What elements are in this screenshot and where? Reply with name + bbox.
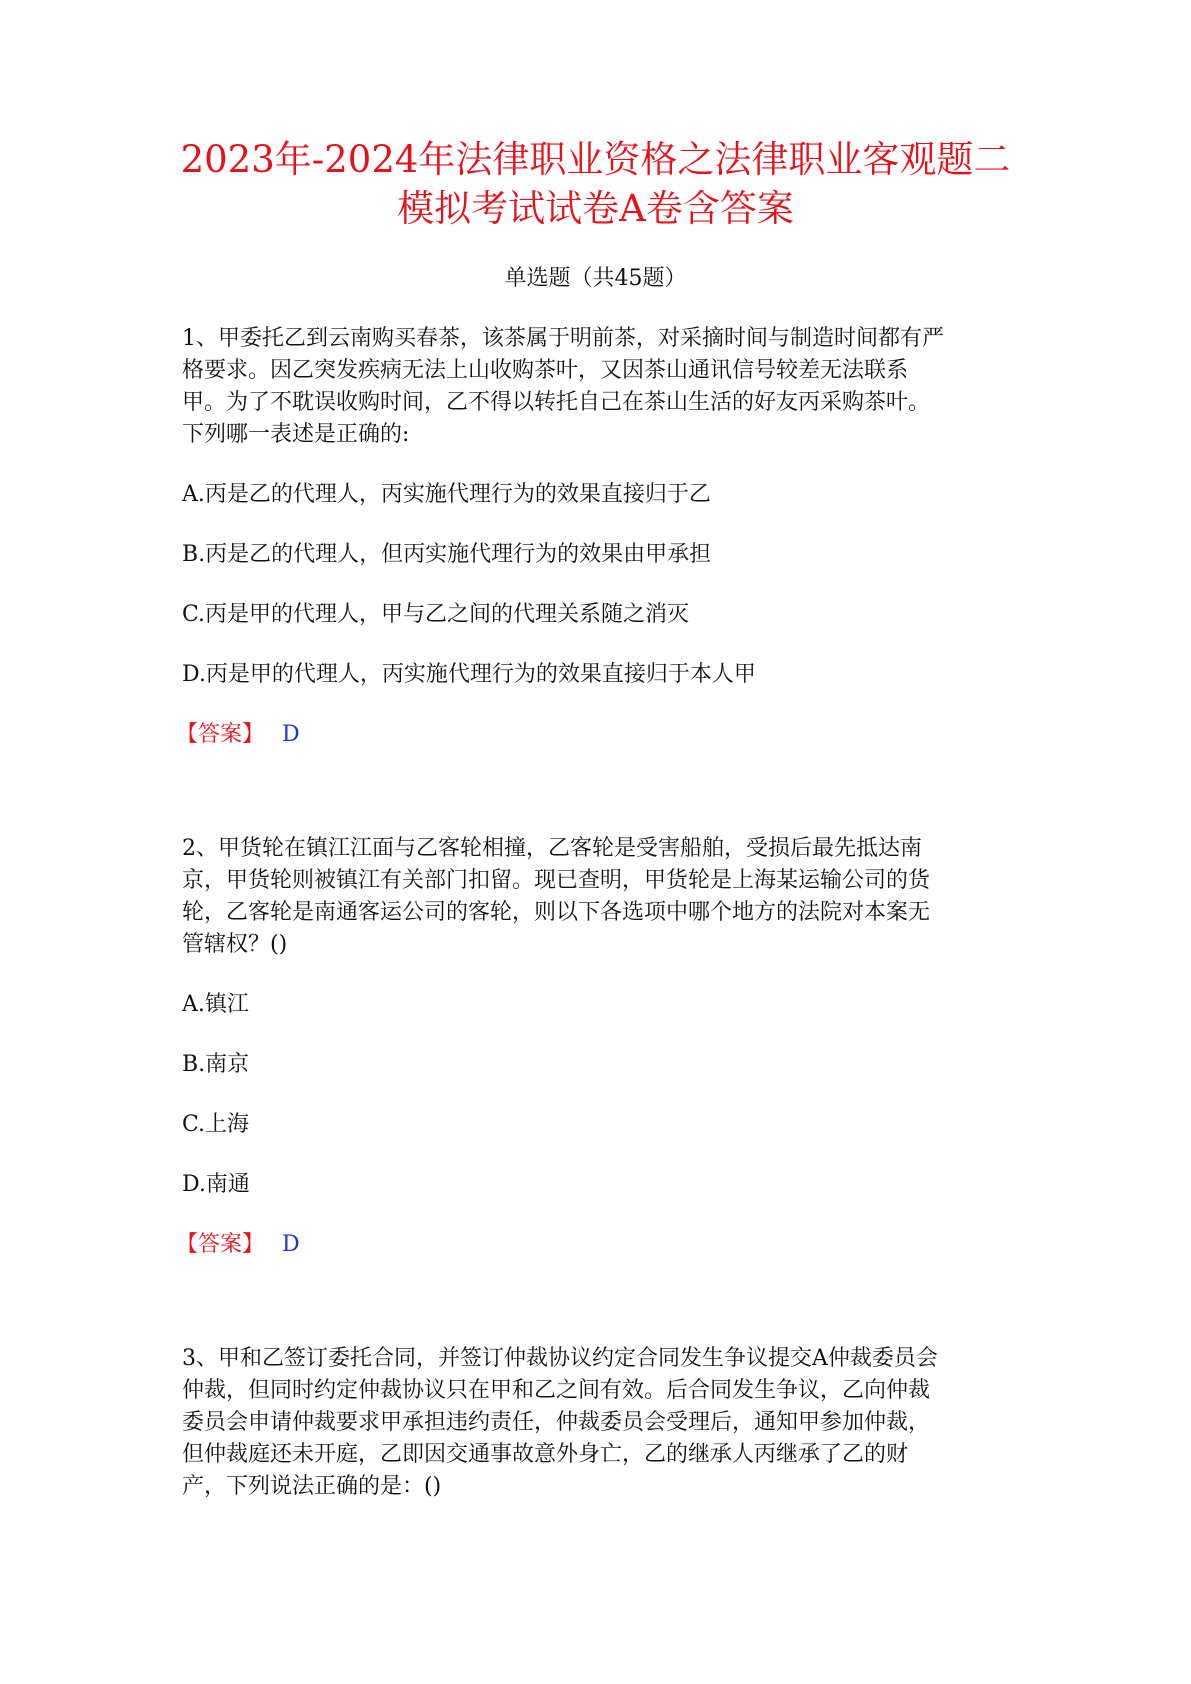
question-1-stem-line: 甲。为了不耽误收购时间，乙不得以转托自己在茶山生活的好友丙采购茶叶。 bbox=[182, 390, 931, 415]
question-2-option-a: A.镇江 bbox=[182, 992, 249, 1017]
document-title-line-2: 模拟考试试卷A卷含答案 bbox=[397, 187, 794, 230]
question-1-stem-line: 格要求。因乙突发疾病无法上山收购茶叶，又因茶山通讯信号较差无法联系 bbox=[182, 358, 909, 383]
question-3-stem-line: 仲裁，但同时约定仲裁协议只在甲和乙之间有效。后合同发生争议，乙向仲裁 bbox=[182, 1378, 931, 1403]
question-1-option-b: B.丙是乙的代理人，但丙实施代理行为的效果由甲承担 bbox=[182, 542, 712, 567]
answer-value: D bbox=[282, 722, 300, 747]
answer-value: D bbox=[282, 1232, 300, 1257]
question-2-option-b: B.南京 bbox=[182, 1052, 250, 1077]
question-2-stem-line: 京，甲货轮则被镇江有关部门扣留。现已查明，甲货轮是上海某运输公司的货 bbox=[182, 868, 931, 893]
question-3-stem-line: 产，下列说法正确的是：() bbox=[182, 1474, 442, 1499]
question-2-stem-line: 2、甲货轮在镇江江面与乙客轮相撞，乙客轮是受害船舶，受损后最先抵达南 bbox=[182, 836, 922, 861]
question-1-option-c: C.丙是甲的代理人，甲与乙之间的代理关系随之消灭 bbox=[182, 602, 690, 627]
question-2-answer bbox=[176, 1230, 300, 1260]
question-2-stem-line: 轮，乙客轮是南通客运公司的客轮，则以下各选项中哪个地方的法院对本案无 bbox=[182, 900, 931, 925]
answer-label: 【答案】 bbox=[176, 1232, 265, 1257]
question-1-stem-line: 1、甲委托乙到云南购买春茶，该茶属于明前茶，对采摘时间与制造时间都有严 bbox=[182, 326, 944, 351]
question-2-option-d: D.南通 bbox=[182, 1172, 250, 1197]
question-1-option-d: D.丙是甲的代理人，丙实施代理行为的效果直接归于本人甲 bbox=[182, 662, 756, 687]
document-title-line-1: 2023年-2024年法律职业资格之法律职业客观题二 bbox=[180, 138, 1011, 181]
question-1-option-a: A.丙是乙的代理人，丙实施代理行为的效果直接归于乙 bbox=[182, 482, 711, 507]
question-3-stem-line: 但仲裁庭还未开庭，乙即因交通事故意外身亡，乙的继承人丙继承了乙的财 bbox=[182, 1442, 909, 1467]
question-1-answer bbox=[176, 720, 300, 750]
question-2-option-c: C.上海 bbox=[182, 1112, 250, 1137]
question-3-stem-line: 3、甲和乙签订委托合同，并签订仲裁协议约定合同发生争议提交A仲裁委员会 bbox=[182, 1346, 938, 1371]
question-2-stem-line: 管辖权？() bbox=[182, 932, 288, 957]
question-1-stem-line: 下列哪一表述是正确的: bbox=[182, 422, 410, 447]
section-heading: 单选题（共45题） bbox=[504, 266, 687, 291]
question-3-stem-line: 委员会申请仲裁要求甲承担违约责任，仲裁委员会受理后，通知甲参加仲裁， bbox=[182, 1410, 931, 1435]
answer-label: 【答案】 bbox=[176, 722, 265, 747]
